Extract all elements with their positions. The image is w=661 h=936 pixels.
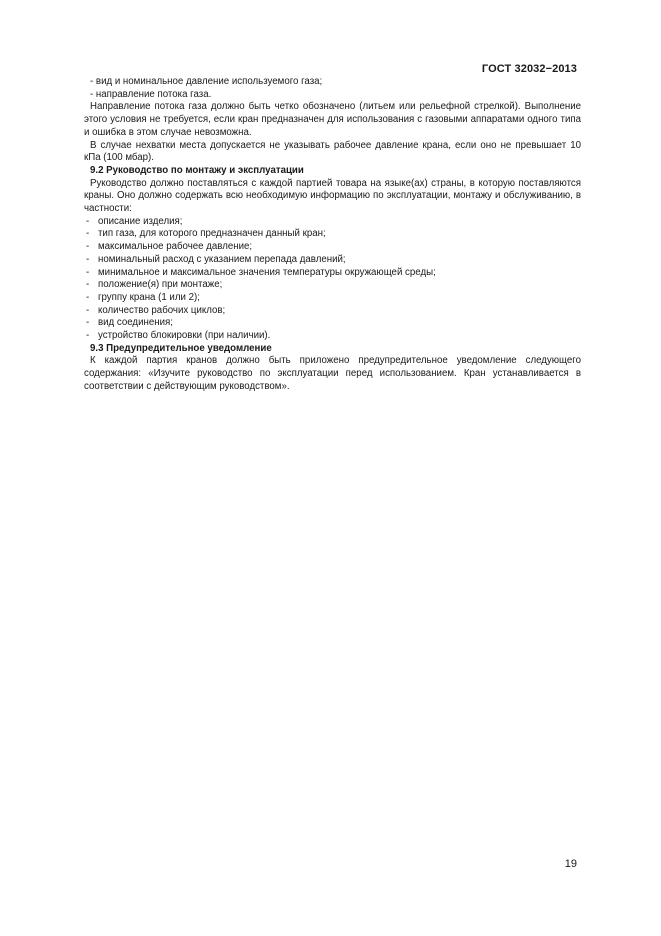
document-body	[84, 76, 581, 394]
list-item: - номинальный расход с указанием перепада давлений;	[86, 254, 581, 267]
document-id-header: ГОСТ 32032−2013	[481, 63, 577, 75]
intro-item-gas-type: - вид и номинальное давление используемого газа;	[90, 76, 323, 87]
list-item: - устройство блокировки (при наличии).	[86, 330, 581, 343]
intro-item-flow-direction: - направление потока газа.	[90, 88, 212, 100]
list-item: - описание изделия;	[86, 216, 581, 229]
section-9-2-text: Руководство должно поставляться с каждой партией товара на языке(ах) страны, в которую поставляются краны. Оно должно содержать всю необходимую информацию по эксплуатации, монтажу и обслуживанию, в частности:	[84, 177, 581, 215]
page-number: 19	[564, 858, 577, 870]
paragraph-flow-direction: Направление потока газа должно быть четко обозначено (литьем или рельефной стрелкой). Выполнение этого условия не требуется, если кран предназначен для использования с газовыми аппаратами одного типа и ошибка в этом случае невозможна.	[84, 101, 581, 138]
paragraph-lack-of-space: В случае нехватки места допускается не указывать рабочее давление крана, если оно не превышает 10 кПа (100 мбар).	[84, 139, 581, 164]
manual-contents-list	[84, 216, 581, 343]
list-item: - вид соединения;	[86, 317, 581, 330]
list-item: - количество рабочих циклов;	[86, 305, 581, 318]
section-heading-9-3: 9.3 Предупредительное уведомление	[90, 342, 272, 354]
section-9-3-text: К каждой партия кранов должно быть приложено предупредительное уведомление следующего содержания: «Изучите руководство по эксплуатации перед использованием. Кран устанавливается в соответствии с действующим руководством».	[84, 355, 581, 392]
list-item: - группу крана (1 или 2);	[86, 292, 581, 305]
list-item: - минимальное и максимальное значения температуры окружающей среды;	[86, 267, 581, 280]
section-heading-9-2: 9.2 Руководство по монтажу и эксплуатации	[90, 164, 304, 176]
list-item: - положение(я) при монтаже;	[86, 279, 581, 292]
list-item: - тип газа, для которого предназначен данный кран;	[86, 228, 581, 241]
list-item: - максимальное рабочее давление;	[86, 241, 581, 254]
